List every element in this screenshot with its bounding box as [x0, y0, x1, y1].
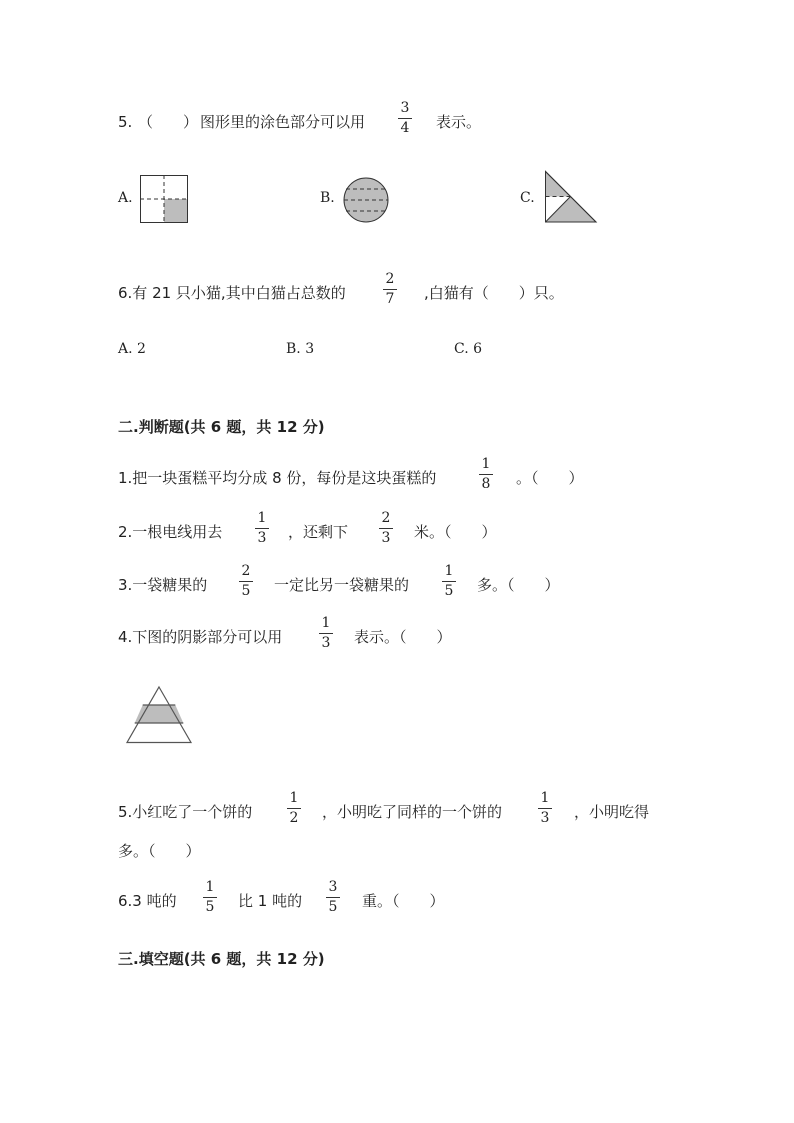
- option-a-label: A.: [118, 190, 133, 206]
- option-b-label: B.: [320, 190, 335, 206]
- question-text: 6.3 吨的: [118, 892, 177, 910]
- option-b-circle-figure: [343, 177, 389, 223]
- option-a-square-figure: [140, 175, 188, 223]
- fraction-1-3: 1 3: [535, 790, 555, 827]
- question-text-end: ,白猫有（ ）只。: [424, 284, 564, 302]
- section-3-heading: 三.填空题(共 6 题，共 12 分): [118, 950, 325, 968]
- option-b: B. 3: [286, 341, 315, 357]
- fraction-1-3: 1 3: [252, 510, 272, 547]
- answer-blank: （ ）: [138, 113, 199, 131]
- question-text: 3.一袋糖果的: [118, 576, 208, 594]
- question-text-end: ，小明吃得: [574, 803, 650, 821]
- section-2-heading: 二.判断题(共 6 题，共 12 分): [118, 418, 325, 436]
- question-text-mid: ，小明吃了同样的一个饼的: [322, 803, 503, 821]
- judge-question-5-line-2: 多。（ ）: [118, 842, 201, 860]
- question-text-end: 重。（ ）: [362, 892, 445, 910]
- option-c-triangle-figure: [545, 171, 597, 223]
- option-a: A. 2: [118, 341, 146, 357]
- fraction-2-3: 2 3: [376, 510, 396, 547]
- fraction-3-4: 3 4: [395, 100, 415, 137]
- fraction-1-3: 1 3: [316, 615, 336, 652]
- fraction-1-5: 1 5: [439, 563, 459, 600]
- option-c: C. 6: [454, 341, 483, 357]
- question-text-end: 表示。（ ）: [354, 628, 452, 646]
- question-text-mid: ，还剩下: [288, 523, 349, 541]
- fraction-1-8: 1 8: [476, 456, 496, 493]
- fraction-2-5: 2 5: [236, 563, 256, 600]
- question-text-mid: 一定比另一袋糖果的: [274, 576, 410, 594]
- question-text-mid: 比 1 吨的: [238, 892, 303, 910]
- question-number: 5.: [118, 113, 133, 131]
- option-c-label: C.: [520, 190, 535, 206]
- question-text-end: 米。（ ）: [414, 523, 497, 541]
- fraction-2-7: 2 7: [380, 271, 400, 308]
- fraction-1-2: 1 2: [284, 790, 304, 827]
- question-text-end: 表示。: [436, 113, 482, 131]
- question-text-end: 。（ ）: [516, 469, 584, 487]
- question-text: 1.把一块蛋糕平均分成 8 份，每份是这块蛋糕的: [118, 469, 437, 487]
- fraction-3-5: 3 5: [323, 879, 343, 916]
- layered-triangle-figure: [126, 686, 192, 744]
- question-text: 2.一根电线用去: [118, 523, 223, 541]
- question-text-end: 多。（ ）: [477, 576, 560, 594]
- fraction-1-5: 1 5: [200, 879, 220, 916]
- question-text: 4.下图的阴影部分可以用: [118, 628, 283, 646]
- question-text: 6.有 21 只小猫,其中白猫占总数的: [118, 284, 346, 302]
- question-text: 图形里的涂色部分可以用: [200, 113, 366, 131]
- question-text: 5.小红吃了一个饼的: [118, 803, 253, 821]
